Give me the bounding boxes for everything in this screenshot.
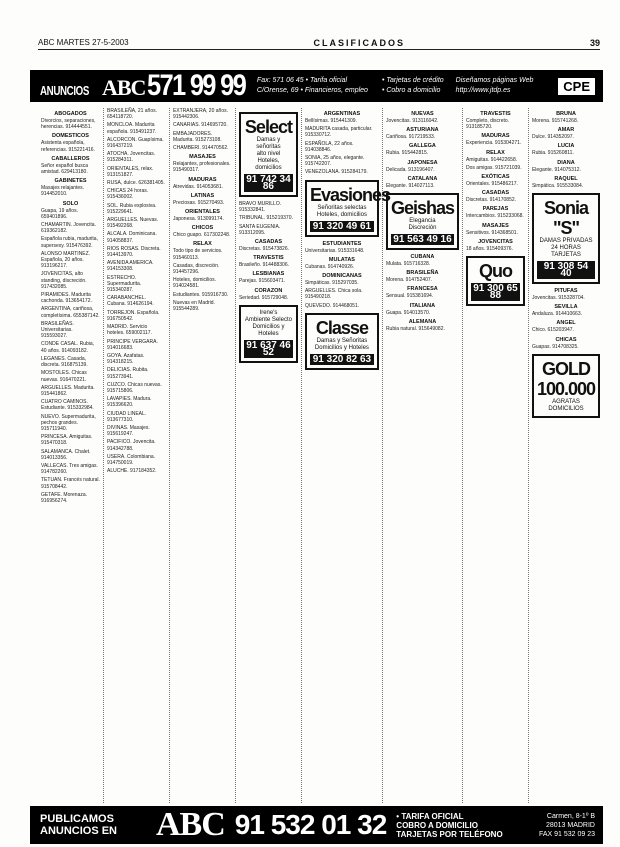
footer-abc-logo: ABC (156, 806, 225, 843)
footer-addr-line3: FAX 91 532 09 23 (538, 830, 595, 838)
bottom-banner (30, 806, 603, 844)
classified-ad: Guapa, 19 años. 659401896. (41, 207, 78, 220)
classified-ad: CUATRO CAMINOS. Estudiante. 915332984. (41, 399, 94, 412)
display-ad-title: Sonia "S" (543, 198, 588, 239)
category-heading: ABOGADOS (54, 111, 87, 117)
classified-ad: ORIENTALES, relax. 913151827. (106, 165, 154, 178)
display-ad-phone: 91 320 82 63 (310, 354, 374, 365)
banner-phone: 571 99 99 (147, 69, 246, 102)
classified-ad: Simpáticas. 915297035. (304, 280, 359, 287)
classified-ad: Bellísimas. 915441309. (304, 118, 357, 124)
classified-ad: ALCORCON. Guapísima. 916437219. (106, 136, 164, 150)
classified-ad: Dos amigas. 915721039. (465, 164, 522, 171)
category-heading: CATALANA (407, 175, 438, 182)
display-ad-title: Select (244, 117, 292, 137)
display-ad (386, 193, 459, 250)
classified-ad: Rubia. 915260811. (531, 150, 574, 157)
classified-ad: MADURITA casada, particular. 915330712. (304, 126, 373, 139)
footer-tarifa-line3: TARJETAS POR TELÉFONO (396, 829, 503, 839)
classified-ad: PACIFICO. Jovencita. 914342788. (106, 439, 156, 452)
display-ad-title: Geishas (390, 198, 454, 219)
category-heading: CORAZON (254, 287, 283, 294)
classified-ad: TORREJON. Española. 916750542. (106, 309, 160, 322)
display-ad (466, 256, 525, 306)
classified-ad: NUEVO. Supermadurita, pechos grandes. 915711940. (41, 413, 96, 432)
display-ad-phone: 91 742 34 86 (244, 174, 293, 192)
display-ad-title: Evasiones (309, 184, 390, 205)
classified-ad: CUZCO. Chicas nuevas. 915715806. (106, 381, 162, 394)
category-heading: CASADAS (254, 239, 283, 246)
classified-ad: Chico guapo. 617302248. (172, 232, 231, 239)
display-ad-line: DAMAS PRIVADAS (539, 238, 593, 245)
category-heading: PITUFAS (554, 288, 578, 295)
banner-web-line1: Diseñamos páginas Web (455, 77, 534, 84)
category-heading: MADURAS (188, 176, 217, 183)
classified-ad: Andaluza. 914410663. (531, 311, 583, 318)
category-heading: TRAVESTIS (480, 111, 511, 117)
classified-ad: ARGUELLES. Chica sola. 915490218. (304, 288, 363, 301)
classified-ad: Seriedad. 915729048. (238, 294, 289, 301)
classified-ad: DIVINAS. Masajes. 915619247. (106, 424, 150, 438)
display-ad-line: Damas y Señoritas (316, 337, 368, 344)
banner-abc-logo: ABC (102, 75, 146, 100)
classified-ad: ESTRECHO. Supermadurita. 915340287. (106, 274, 142, 294)
category-heading: PAREJAS (482, 206, 509, 213)
classified-ad: RUSA, dulce. 626381405. (106, 180, 165, 187)
classified-ad: Señor español busca amistad. 629413180. (41, 162, 88, 176)
category-heading: EXÓTICAS (481, 174, 510, 181)
category-heading: MULATAS (328, 256, 355, 263)
top-banner (30, 70, 603, 102)
category-heading: LESBIANAS (252, 271, 285, 278)
classified-ad: Discretas. 915473826. (238, 246, 289, 253)
category-heading: DIANA (557, 159, 575, 166)
classified-ad: Cubanas. 914740926. (304, 263, 355, 270)
footer-addr-line2: 28013 MADRID (545, 821, 595, 829)
display-ad-phone: 91 563 49 16 (391, 234, 454, 245)
classified-ad: Parejas. 915603471. (238, 278, 286, 285)
category-heading: FRANCESA (407, 286, 438, 293)
classified-ad: Experiencia. 915304271. (465, 140, 522, 147)
classified-ad: SALAMANCA. Chalet. 914013356. (41, 448, 91, 461)
display-ad-line: Hoteles, domicilios (255, 158, 282, 171)
classified-ad: BRASILEÑA, 21 años. 654118720. (106, 108, 158, 121)
category-heading: TRAVESTIS (253, 255, 284, 262)
classified-ad: Rubia. 915442815. (385, 150, 429, 157)
footer-publicamos (30, 813, 150, 837)
classified-ad: ALONSO MARTINEZ. Española, 20 años. 913196217. (41, 250, 91, 270)
column-4 (236, 108, 302, 803)
classified-ad: Cariñosa. 917219533. (385, 134, 436, 141)
category-heading: CHICOS (191, 225, 214, 232)
classified-ad: ARGUELLES. Nuevas. 915492268. (106, 217, 159, 230)
display-ad (305, 180, 390, 237)
banner-web (456, 76, 534, 96)
classified-ad: Amiguitas. 914422658. (465, 156, 518, 163)
classified-ad: Morena. 914752407. (385, 277, 433, 284)
classified-ad: SONIA, 25 años, elegante. 915742207. (304, 155, 365, 168)
category-heading: AMAR (557, 127, 575, 134)
classified-ad: Todo tipo de servicios. 915460113. (172, 248, 223, 261)
classified-ad: Hoteles, domicilios. 914024581. (172, 277, 217, 290)
category-heading: NUEVAS (411, 111, 434, 117)
classified-ad: RIOS ROSAS. Discreta. 914413970. (106, 245, 161, 259)
classified-ad: BRASILEÑAS. Universitarias. 915593027. (41, 320, 74, 340)
category-heading: MADURAS (481, 133, 510, 140)
classified-ad: LAVAPIES. Madura. 915396620. (106, 396, 152, 409)
classified-ad: Masajes relajantes. 914452010. (41, 185, 85, 198)
classified-ad: Guapas. 914708325. (531, 343, 579, 350)
classified-ad: GOYA. Azafatas. 914318215. (106, 352, 145, 366)
classified-ad: GETAFE. Morenaza. 916956274. (41, 491, 88, 504)
classified-columns (38, 108, 603, 803)
category-heading: BRUNA (556, 111, 576, 117)
column-2 (104, 108, 170, 803)
banner-services-line1: • Tarjetas de crédito (381, 77, 444, 84)
classified-ad: PRINCIPE VERGARA. 914016683. (106, 338, 158, 351)
footer-phone: 91 532 01 32 (234, 809, 387, 840)
banner-web-line2: http://www.jtdp.es (455, 87, 511, 94)
classified-ad: Mulata. 915716328. (385, 261, 431, 268)
banner-info-line2: C/Orense, 69 • Financieros, empleo (256, 87, 368, 94)
category-heading: ITALIANA (409, 302, 436, 309)
category-heading: GABINETES (54, 178, 87, 185)
display-ad-line: Elegancia (409, 218, 436, 225)
category-heading: RELAX (486, 149, 505, 156)
classified-ad: Relajantes, profesionales. 915490317. (172, 161, 231, 174)
classified-ad: Delicada. 913196407. (385, 166, 435, 173)
classified-ad: Guapa. 914013570. (385, 309, 431, 316)
footer-pub-line2: ANUNCIOS EN (40, 825, 118, 837)
category-heading: RELAX (193, 241, 212, 248)
category-heading: DOMESTICOS (52, 133, 89, 140)
footer-tarifa-line1: • TARIFA OFICIAL (396, 811, 464, 821)
classified-ad: USERA. Colombiana. 914750019. (106, 453, 156, 466)
display-ad (305, 313, 379, 370)
page-number: 39 (589, 37, 600, 48)
footer-address (539, 812, 595, 839)
banner-info-line1: Fax: 571 06 45 • Tarifa oficial (256, 77, 348, 84)
display-ad-phone: 91 308 54 40 (537, 261, 595, 279)
footer-tarifa (396, 812, 502, 839)
classified-ad: AVENIDA AMERICA. 914153308. (106, 260, 154, 273)
classified-ad: Dulce. 914352097. (531, 134, 574, 141)
category-heading: LATINAS (190, 192, 215, 199)
classified-ad: Rubia natural. 915649082. (385, 325, 445, 332)
classified-ad: CARABANCHEL. Cubana. 914626194. (106, 295, 154, 308)
classified-ad: Nuevas en Madrid. 915544289. (172, 299, 215, 313)
classified-ad: Atrevidas. 914053681. (172, 183, 224, 190)
category-heading: MASAJES (189, 154, 216, 161)
classified-ad: Sensitivos. 914368501. (465, 229, 518, 236)
banner-services-line2: • Cobro a domicilio (381, 87, 441, 94)
classified-ad: Elegante. 914075312. (531, 166, 581, 173)
classified-ad: DELICIAS. Rubita. 915273941. (106, 367, 149, 380)
classified-ad: Sensual. 915381694. (385, 293, 434, 300)
display-ad-line: Domicilios y Hoteles (252, 323, 285, 337)
category-heading: GALLEGA (409, 143, 436, 150)
classified-ad: Elegante. 914027113. (385, 182, 435, 189)
category-heading: SOLO (62, 200, 79, 207)
classified-ad: Completo, discreto. 913185720. (465, 118, 510, 131)
banner-info (257, 76, 368, 96)
classified-ad: Universitarias. 915331648. (304, 247, 365, 254)
display-ad-phone: 91 300 65 88 (471, 283, 520, 301)
issue-date: ABC MARTES 27-5-2003 (38, 38, 129, 47)
display-ad-title: Classe (315, 317, 368, 338)
classified-ad: CIUDAD LINEAL. 913677310. (106, 410, 147, 423)
classified-ad: Japonesa. 913099174. (172, 216, 224, 223)
page-header (38, 36, 600, 50)
category-heading: MASAJES (482, 222, 509, 229)
display-ad-title: Quo (478, 261, 512, 282)
classified-ad: Discretas. 914170852. (465, 197, 517, 204)
classified-ad: Preciosas. 915270493. (172, 199, 225, 206)
classified-ad: VENEZOLANA. 915284179. (304, 169, 368, 176)
classified-ad: Jovencitas. 913116042. (385, 118, 439, 124)
category-heading: BRASILEÑA (406, 270, 439, 277)
category-heading: ESTUDIANTES (322, 240, 362, 247)
classified-ad: Chico. 615203947. (531, 327, 574, 334)
display-ad-phone: 91 320 49 61 (310, 221, 374, 232)
category-heading: ANGEL (556, 320, 576, 327)
classified-ad: ATOCHA. Jovencitas. 915284311. (106, 151, 156, 164)
display-ad (239, 112, 298, 197)
classified-ad: Morena. 915741268. (531, 118, 579, 124)
category-heading: JAPONESA (407, 159, 438, 166)
classified-ad: SOL. Rubia explosiva. 915229641. (106, 202, 157, 215)
display-ad-line: Domicilios y Hoteles (314, 344, 369, 351)
classified-ad: MOSTOLES. Chicas nuevas. 916470221. (41, 370, 87, 383)
classified-ad: Estudiantes. 915916730. (172, 291, 229, 298)
display-ad-line: DOMICILIOS (548, 405, 584, 412)
classified-ad: Intercambios. 915233068. (465, 213, 524, 220)
column-7 (463, 108, 529, 803)
banner-services (382, 76, 444, 96)
display-ad-line: AGRATAS (552, 398, 580, 405)
classified-ad: Simpática. 915533084. (531, 182, 584, 189)
column-1 (38, 108, 104, 803)
column-8 (529, 108, 603, 803)
display-ad (532, 193, 600, 284)
classified-ad: ALUCHE. 917184352. (106, 468, 157, 475)
classified-ad: Casadas, discreción. 914457296. (172, 262, 220, 276)
display-ad-line: Ambiente Selecto (244, 316, 292, 323)
classified-ad: EXTRANJERA, 20 años. 915442306. (172, 108, 228, 121)
category-heading: LUCIA (557, 143, 575, 150)
category-heading: ORIENTALES (184, 209, 220, 216)
display-ad (532, 354, 600, 418)
display-ad-line: 24 HORAS TARJETAS (551, 245, 581, 259)
classified-ad: VALLECAS. Tres amigas. 914782260. (41, 462, 98, 476)
category-heading: SEVILLA (554, 304, 578, 311)
classified-ad: CHAMBERI. 914470562. (172, 145, 229, 152)
category-heading: CUBANA (410, 254, 435, 261)
category-heading: CASADAS (481, 190, 510, 197)
classified-ad: ARGENTINA, cariñosa, completísima. 655387142. (41, 306, 100, 319)
category-heading: DOMINICANAS (322, 273, 362, 280)
category-heading: JOVENCITAS (478, 238, 513, 245)
category-heading: ASTURIANA (406, 127, 439, 134)
classified-ad: ESPAÑOLA, 22 años. 914038846. (304, 140, 354, 153)
classified-ad: CHICAS 24 horas. 915436002. (106, 188, 149, 201)
classified-ad: Jovencitas. 915328704. (531, 295, 585, 302)
classified-ad: CANARIAS. 914695720. (172, 122, 228, 129)
column-6 (383, 108, 463, 803)
classified-ad: TETUAN. Francés natural. 915708442. (41, 477, 100, 490)
display-ad-line: Hoteles, domicilios (316, 211, 367, 218)
display-ad-title: GOLD 100.000 (536, 358, 596, 399)
classified-ad: Española rubia, madurita, supersexy. 915476392. (41, 236, 98, 249)
classified-ad: PRINCESA. Amiguitas. 915470318. (41, 434, 93, 447)
display-ad-phone: 91 637 46 52 (244, 340, 293, 358)
display-ad-line: Señoritas selectas (317, 204, 367, 211)
classified-ad: 18 años. 915409376. (465, 245, 513, 252)
classified-ad: TRIBUNAL. 915219370. (238, 215, 293, 222)
classified-ad: PIRAMIDES. Madurita cachonda. 913654172. (41, 292, 92, 305)
classified-ad: LEGANES. Casada, discreta. 916875139. (41, 355, 88, 369)
classified-ad: MADRID. Servicio hoteles. 659002117. (106, 324, 152, 337)
classified-ad: ARGUELLES. Madurita. 915441862. (41, 384, 95, 397)
classified-ad: Brasileño. 914488306. (238, 262, 289, 269)
category-heading: CABALLEROS (51, 155, 90, 162)
display-ad (239, 305, 298, 363)
classified-ad: CONDE CASAL. Rubia, 40 años. 914093182. (41, 341, 95, 354)
classified-ad: Orientales. 915486217. (465, 181, 518, 188)
category-heading: ARGENTINAS (323, 111, 361, 117)
classified-ad: BRAVO MURILLO. 915332841. (238, 201, 282, 214)
cpe-logo: CPE (558, 78, 595, 95)
classified-ad: QUEVEDO. 914468051. (304, 302, 360, 309)
classified-ad: ALCALA. Dominicana. 914058837. (106, 231, 157, 244)
category-heading: ALEMANA (408, 318, 437, 325)
classified-ad: EMBAJADORES. Madurita. 915273108. (172, 130, 222, 143)
classified-ad: CHAMARTIN. Jovencita. 619362182. (41, 222, 96, 235)
category-heading: CHICAS (555, 336, 577, 343)
footer-pub-line1: PUBLICAMOS (40, 813, 114, 825)
column-5 (302, 108, 390, 803)
classified-ad: JOVENCITAS, alto standing, discreción. 917432085. (41, 271, 87, 290)
classified-ad: Asistenta española, referencias. 915221416. (41, 140, 95, 153)
classified-ad: SANTA EUGENIA. 913312095. (238, 223, 281, 236)
classified-ad: MONCLOA. Madurita española. 915491237. (106, 122, 157, 135)
footer-tarifa-line2: COBRO A DOMICILIO (396, 820, 478, 830)
section-title: CLASIFICADOS (313, 37, 406, 48)
column-3 (170, 108, 236, 803)
banner-anuncios: ANUNCIOS (40, 83, 90, 98)
footer-addr-line1: Carmen, 8-1º B (546, 812, 595, 820)
display-ad-line: Discreción (408, 225, 437, 232)
classified-ad: Divorcios, separaciones, herencias. 914444551. (41, 118, 96, 131)
display-ad-line: alto nivel (256, 151, 281, 157)
display-ad-line: Damas y señoritas (256, 137, 281, 150)
category-heading: RAQUEL (554, 175, 578, 182)
display-ad-line: Irene's (259, 309, 278, 316)
